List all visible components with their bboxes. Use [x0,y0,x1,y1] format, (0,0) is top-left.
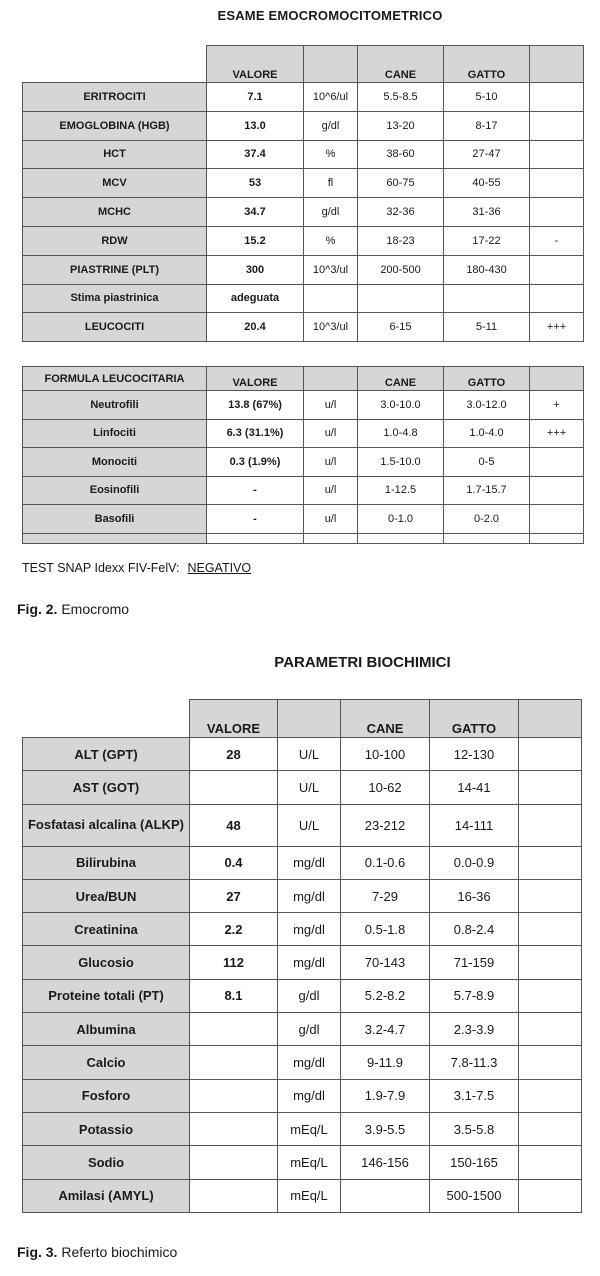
cell-empty [519,1079,582,1112]
column-header: CANE [358,367,444,391]
cell-label: PIASTRINE (PLT) [23,255,207,284]
cell-unit: u/l [304,391,358,420]
cell-cane [341,1179,430,1212]
cell-empty [519,1112,582,1145]
cell-value: 13.8 (67%) [207,391,304,420]
cell-gatto: 0-5 [444,448,530,477]
cell-value [190,1179,278,1212]
table-row [23,1013,582,1046]
cell-label: Stima piastrinica [23,284,207,313]
cell-cane: 10-100 [341,738,430,771]
cell-unit: u/l [304,448,358,477]
cell-cane: 38-60 [358,140,444,169]
table-row [23,140,584,169]
table-row [23,83,584,112]
cell-gatto: 7.8-11.3 [430,1046,519,1079]
cell-label: Potassio [23,1112,190,1145]
cell-unit: U/L [278,738,341,771]
table-row [23,505,584,534]
cell-unit: % [304,140,358,169]
cell-value: 34.7 [207,198,304,227]
cell-gatto: 14-41 [430,771,519,804]
cell-empty [519,1146,582,1179]
cell-value: 28 [190,738,278,771]
cell-empty [519,913,582,946]
cell-unit: u/l [304,476,358,505]
cell-gatto: 150-165 [430,1146,519,1179]
cell-gatto: 3.5-5.8 [430,1112,519,1145]
table-row [23,1079,582,1112]
cell-value: 8.1 [190,979,278,1012]
cell-label: Urea/BUN [23,879,190,912]
cell-cane: 9-11.9 [341,1046,430,1079]
cell-value: 15.2 [207,226,304,255]
cell-gatto: 3.0-12.0 [444,391,530,420]
cell-label: Creatinina [23,913,190,946]
column-header [304,46,358,83]
table-row [23,1179,582,1212]
table-row [23,448,584,477]
cell-cane: 13-20 [358,111,444,140]
cell-value: 300 [207,255,304,284]
spacer-row [23,533,584,543]
cell-unit: g/dl [304,198,358,227]
table-row [23,169,584,198]
cell-unit: U/L [278,804,341,846]
cell-value: 2.2 [190,913,278,946]
cell-unit: mEq/L [278,1146,341,1179]
cell-value [190,1146,278,1179]
column-header: FORMULA LEUCOCITARIA [23,367,207,391]
cell-flag [530,476,584,505]
table-row [23,1046,582,1079]
table-row [23,111,584,140]
cell-flag [530,111,584,140]
cell-cane: 32-36 [358,198,444,227]
cell-cane: 200-500 [358,255,444,284]
cell-empty [519,846,582,879]
cell-gatto: 5.7-8.9 [430,979,519,1012]
cell-flag [530,169,584,198]
cell-cane: 7-29 [341,879,430,912]
column-header: GATTO [430,700,519,738]
cell-cane: 18-23 [358,226,444,255]
cell-unit: mg/dl [278,913,341,946]
cell-cane [358,284,444,313]
cell-cane: 3.0-10.0 [358,391,444,420]
cell-gatto: 5-11 [444,313,530,342]
cell-cane: 1.5-10.0 [358,448,444,477]
column-header [278,700,341,738]
cell-label: Basofili [23,505,207,534]
cell-gatto: 16-36 [430,879,519,912]
cell-empty [519,771,582,804]
cell-empty [519,1013,582,1046]
table-row [23,1146,582,1179]
formula-leucocitaria-table [22,366,584,544]
cell-label: HCT [23,140,207,169]
cell-value [190,1112,278,1145]
snap-test-line [22,561,251,575]
cell-unit: g/dl [304,111,358,140]
cell-gatto: 31-36 [444,198,530,227]
snap-test-result: NEGATIVO [187,561,252,575]
cell-empty [519,804,582,846]
cell-empty [444,533,530,543]
cell-cane: 6-15 [358,313,444,342]
table-row [23,946,582,979]
column-header [23,46,207,83]
column-header [530,367,584,391]
table-row [23,284,584,313]
cell-label: ALT (GPT) [23,738,190,771]
cell-flag: - [530,226,584,255]
cell-unit: mEq/L [278,1112,341,1145]
cell-empty [519,946,582,979]
cell-value: 48 [190,804,278,846]
cell-empty [358,533,444,543]
cell-label: Albumina [23,1013,190,1046]
table-row [23,846,582,879]
cell-gatto: 0.0-0.9 [430,846,519,879]
cell-label: AST (GOT) [23,771,190,804]
cell-cane: 70-143 [341,946,430,979]
table-row [23,419,584,448]
cell-label: Eosinofili [23,476,207,505]
table-row [23,913,582,946]
cell-flag [530,83,584,112]
cell-flag [530,198,584,227]
cell-label: Bilirubina [23,846,190,879]
cell-value [190,1046,278,1079]
cell-gatto: 14-111 [430,804,519,846]
cell-empty [304,533,358,543]
column-header: CANE [358,46,444,83]
cell-flag [530,448,584,477]
cell-label: Sodio [23,1146,190,1179]
cell-label: Fosfatasi alcalina (ALKP) [23,804,190,846]
cell-cane: 5.5-8.5 [358,83,444,112]
figure-2-number: Fig. 2. [17,601,58,617]
cell-gatto: 3.1-7.5 [430,1079,519,1112]
cell-unit: mg/dl [278,846,341,879]
column-header [23,700,190,738]
cell-unit: u/l [304,505,358,534]
cell-cane: 3.9-5.5 [341,1112,430,1145]
cell-label: Linfociti [23,419,207,448]
cell-label: RDW [23,226,207,255]
cell-cane: 146-156 [341,1146,430,1179]
column-header: GATTO [444,367,530,391]
table-row [23,879,582,912]
cell-flag [530,255,584,284]
biochimica-table [22,699,582,1213]
cell-unit: mg/dl [278,1046,341,1079]
cell-flag [530,140,584,169]
cell-label: LEUCOCITI [23,313,207,342]
header-row [23,367,584,391]
cell-unit: fl [304,169,358,198]
cell-empty [519,879,582,912]
cell-label: EMOGLOBINA (HGB) [23,111,207,140]
figure-3-number: Fig. 3. [17,1244,58,1260]
cell-cane: 10-62 [341,771,430,804]
cell-empty [530,533,584,543]
cell-gatto: 12-130 [430,738,519,771]
cell-flag [530,505,584,534]
table-row [23,979,582,1012]
column-header: VALORE [207,367,304,391]
cell-label: Proteine totali (PT) [23,979,190,1012]
cell-unit: % [304,226,358,255]
figure-3-text: Referto biochimico [61,1244,178,1260]
table-row [23,771,582,804]
cell-value: 53 [207,169,304,198]
emocromo-title: ESAME EMOCROMOCITOMETRICO [217,8,443,23]
header-row [23,46,584,83]
cell-cane: 60-75 [358,169,444,198]
cell-label: Amilasi (AMYL) [23,1179,190,1212]
cell-unit: mEq/L [278,1179,341,1212]
snap-test-label: TEST SNAP Idexx FIV-FelV: [22,561,180,575]
cell-cane: 5.2-8.2 [341,979,430,1012]
column-header [304,367,358,391]
cell-unit [304,284,358,313]
cell-gatto: 5-10 [444,83,530,112]
cell-gatto: 1.7-15.7 [444,476,530,505]
cell-unit: mg/dl [278,946,341,979]
cell-cane: 3.2-4.7 [341,1013,430,1046]
cell-gatto: 40-55 [444,169,530,198]
cell-unit: 10^6/ul [304,83,358,112]
cell-unit: mg/dl [278,879,341,912]
column-header: VALORE [207,46,304,83]
figure-2-text: Emocromo [61,601,130,617]
figure-2-caption [17,601,129,617]
cell-label: Calcio [23,1046,190,1079]
cell-gatto: 180-430 [444,255,530,284]
cell-unit: g/dl [278,979,341,1012]
cell-label: ERITROCITI [23,83,207,112]
cell-flag: +++ [530,313,584,342]
cell-value: 13.0 [207,111,304,140]
cell-value: 27 [190,879,278,912]
table-row [23,738,582,771]
table-row [23,198,584,227]
cell-unit: 10^3/ul [304,255,358,284]
table-row [23,313,584,342]
table-row [23,476,584,505]
cell-flag [530,284,584,313]
cell-cane: 1.0-4.8 [358,419,444,448]
cell-value: adeguata [207,284,304,313]
column-header: VALORE [190,700,278,738]
cell-label: Glucosio [23,946,190,979]
cell-unit: u/l [304,419,358,448]
cell-cane: 0-1.0 [358,505,444,534]
cell-value: 6.3 (31.1%) [207,419,304,448]
cell-flag: + [530,391,584,420]
table-row [23,226,584,255]
figure-3-caption [17,1244,177,1260]
cell-value: - [207,476,304,505]
cell-empty [519,979,582,1012]
cell-empty [519,1179,582,1212]
table-row [23,804,582,846]
column-header [519,700,582,738]
cell-value [190,771,278,804]
cell-empty [207,533,304,543]
cell-value: 20.4 [207,313,304,342]
cell-cane: 0.5-1.8 [341,913,430,946]
cell-label: Monociti [23,448,207,477]
cell-gatto: 0.8-2.4 [430,913,519,946]
cell-value [190,1013,278,1046]
cell-value: 0.4 [190,846,278,879]
cell-label: Neutrofili [23,391,207,420]
cell-empty [519,738,582,771]
cell-label: MCV [23,169,207,198]
cell-gatto: 500-1500 [430,1179,519,1212]
cell-label: MCHC [23,198,207,227]
table-row [23,391,584,420]
cell-value: 0.3 (1.9%) [207,448,304,477]
cell-cane: 23-212 [341,804,430,846]
cell-cane: 0.1-0.6 [341,846,430,879]
cell-cane: 1.9-7.9 [341,1079,430,1112]
cell-gatto: 27-47 [444,140,530,169]
column-header [530,46,584,83]
biochimica-title: PARAMETRI BIOCHIMICI [274,654,451,671]
cell-gatto: 71-159 [430,946,519,979]
column-header: GATTO [444,46,530,83]
column-header: CANE [341,700,430,738]
cell-value: - [207,505,304,534]
cell-flag: +++ [530,419,584,448]
cell-empty [23,533,207,543]
cell-unit: mg/dl [278,1079,341,1112]
cell-value: 37.4 [207,140,304,169]
header-row [23,700,582,738]
cell-label: Fosforo [23,1079,190,1112]
cell-gatto: 1.0-4.0 [444,419,530,448]
cell-gatto: 8-17 [444,111,530,140]
cell-gatto: 2.3-3.9 [430,1013,519,1046]
cell-unit: 10^3/ul [304,313,358,342]
cell-cane: 1-12.5 [358,476,444,505]
cell-gatto: 17-22 [444,226,530,255]
cell-value [190,1079,278,1112]
cell-gatto [444,284,530,313]
cell-unit: g/dl [278,1013,341,1046]
table-row [23,1112,582,1145]
cell-value: 7.1 [207,83,304,112]
cell-gatto: 0-2.0 [444,505,530,534]
cell-empty [519,1046,582,1079]
emocromo-table [22,45,584,342]
cell-value: 112 [190,946,278,979]
table-row [23,255,584,284]
cell-unit: U/L [278,771,341,804]
